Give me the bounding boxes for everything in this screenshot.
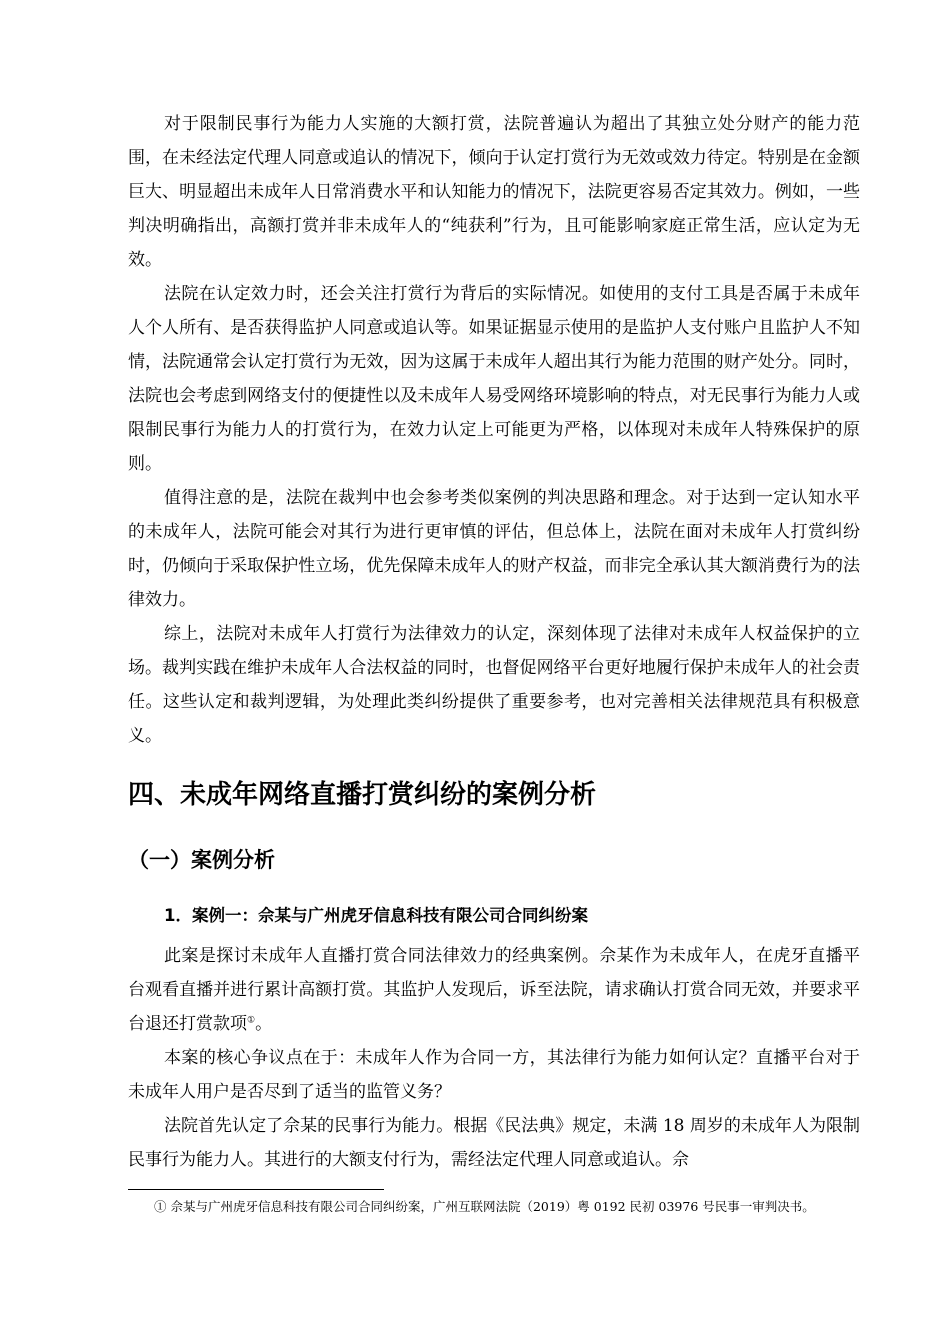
footnote-area [128,1195,860,1219]
paragraph: 本案的核心争议点在于：未成年人作为合同一方，其法律行为能力如何认定？直播平台对于未成年人用户是否尽到了适当的监管义务？ [128,1048,860,1102]
body-section-top [128,107,860,753]
paragraph: 综上，法院对未成年人打赏行为法律效力的认定，深刻体现了法律对未成年人权益保护的立场。裁判实践在维护未成年人合法权益的同时，也督促网络平台更好地履行保护未成年人的社会责任。这些认定和裁判逻辑，为处理此类纠纷提供了重要参考，也对完善相关法律规范具有积极意义。 [128,624,860,746]
paragraph [128,939,860,1041]
body-section-case [128,939,860,1177]
paragraph-end: 。 [255,1014,273,1034]
paragraph-text: 此案是探讨未成年人直播打赏合同法律效力的经典案例。佘某作为未成年人，在虎牙直播平台观看直播并进行累计高额打赏。其监护人发现后，诉至法院，请求确认打赏合同无效，并要求平台退还打赏款项 [128,946,860,1034]
paragraph: 对于限制民事行为能力人实施的大额打赏，法院普遍认为超出了其独立处分财产的能力范围，在未经法定代理人同意或追认的情况下，倾向于认定打赏行为无效或效力待定。特别是在金额巨大、明显超出未成年人日常消费水平和认知能力的情况下，法院更容易否定其效力。例如，一些判决明确指出，高额打赏并非未成年人的“纯获利”行为，且可能影响家庭正常生活，应认定为无效。 [128,114,860,270]
chapter-heading: 四、未成年网络直播打赏纠纷的案例分析 [128,780,597,810]
footnote-text: ① 佘某与广州虎牙信息科技有限公司合同纠纷案，广州互联网法院（2019）粤 0192 民初 03976 号民事一审判决书。 [154,1199,815,1214]
footnote-divider [128,1189,384,1190]
footnote-reference[interactable]: ① [247,1015,256,1026]
paragraph: 法院在认定效力时，还会关注打赏行为背后的实际情况。如使用的支付工具是否属于未成年人个人所有、是否获得监护人同意或追认等。如果证据显示使用的是监护人支付账户且监护人不知情，法院通常会认定打赏行为无效，因为这属于未成年人超出其行为能力范围的财产处分。同时，法院也会考虑到网络支付的便捷性以及未成年人易受网络环境影响的特点，对无民事行为能力人或限制民事行为能力人的打赏行为，在效力认定上可能更为严格，以体现对未成年人特殊保护的原则。 [128,284,860,474]
paragraph: 法院首先认定了佘某的民事行为能力。根据《民法典》规定，未满 18 周岁的未成年人为限制民事行为能力人。其进行的大额支付行为，需经法定代理人同意或追认。佘 [128,1116,860,1170]
section-heading: （一）案例分析 [128,848,275,872]
paragraph: 值得注意的是，法院在裁判中也会参考类似案例的判决思路和理念。对于达到一定认知水平的未成年人，法院可能会对其行为进行更审慎的评估，但总体上，法院在面对未成年人打赏纠纷时，仍倾向于采取保护性立场，优先保障未成年人的财产权益，而非完全承认其大额消费行为的法律效力。 [128,488,860,610]
case-heading: 1．案例一：佘某与广州虎牙信息科技有限公司合同纠纷案 [164,906,588,925]
